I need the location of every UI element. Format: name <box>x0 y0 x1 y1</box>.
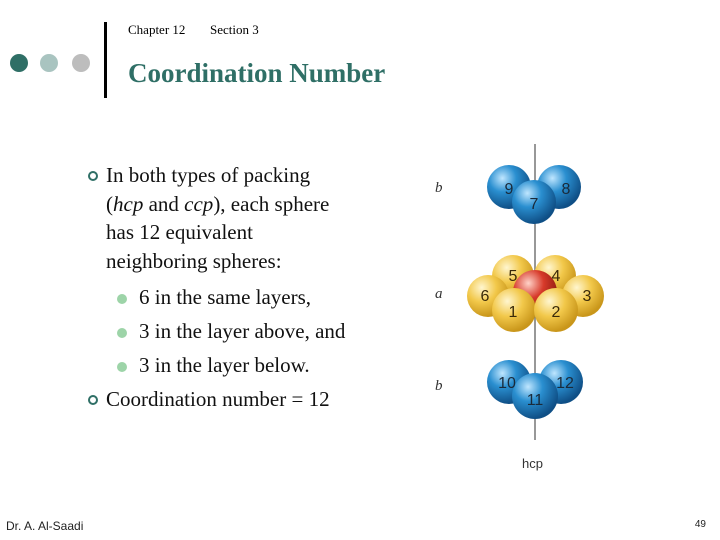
sphere-label: 10 <box>498 375 516 392</box>
header-dot-dark <box>10 54 28 72</box>
bullet-text <box>106 161 329 275</box>
sub-bullet-icon <box>117 362 127 372</box>
sphere-label: 3 <box>582 288 592 305</box>
sphere-label: 5 <box>508 268 518 285</box>
sub-bullet-icon <box>117 294 127 304</box>
sphere-label: 8 <box>561 181 571 198</box>
sphere-label: 1 <box>508 304 518 321</box>
sphere-label: 6 <box>480 288 490 305</box>
header-dot-light <box>40 54 58 72</box>
sub-item: 3 in the layer below. <box>139 353 310 377</box>
header-dot-grey <box>72 54 90 72</box>
sphere-label: 4 <box>551 268 561 285</box>
coordination-number-text: Coordination number = 12 <box>106 387 330 411</box>
header-divider <box>104 22 107 98</box>
footer-author: Dr. A. Al-Saadi <box>6 519 84 533</box>
sphere-label: 9 <box>504 181 514 198</box>
sub-item: 6 in the same layers, <box>139 285 312 309</box>
sphere-label: 12 <box>556 375 574 392</box>
bullet-line-4: neighboring spheres: <box>106 248 282 273</box>
sphere-label: 11 <box>526 392 544 409</box>
layer-label-top: b <box>435 180 443 196</box>
figure-caption-label: hcp <box>522 456 543 471</box>
sub-item: 3 in the layer above, and <box>139 319 346 343</box>
hcp-term: hcp <box>113 191 144 216</box>
bullet-ring-icon <box>88 171 98 181</box>
hcp-packing-figure <box>455 140 625 450</box>
chapter-label: Chapter 12 <box>128 22 186 37</box>
layer-label-bottom: b <box>435 378 443 394</box>
bullet-line-1: In both types of packing <box>106 163 311 187</box>
sphere-label: 2 <box>551 304 561 321</box>
bullet-ring-icon <box>88 395 98 405</box>
page-number: 49 <box>694 519 706 530</box>
bullet-line-2: (hcp and ccp), each sphere <box>106 191 330 216</box>
layer-label-middle: a <box>435 286 443 302</box>
slide-title: Coordination Number <box>128 58 386 88</box>
bullet-line-3: has 12 equivalent <box>106 220 253 244</box>
sphere-label: 7 <box>529 196 539 213</box>
sub-bullet-icon <box>117 328 127 338</box>
section-label: Section 3 <box>210 22 259 37</box>
ccp-term: ccp <box>184 191 214 216</box>
